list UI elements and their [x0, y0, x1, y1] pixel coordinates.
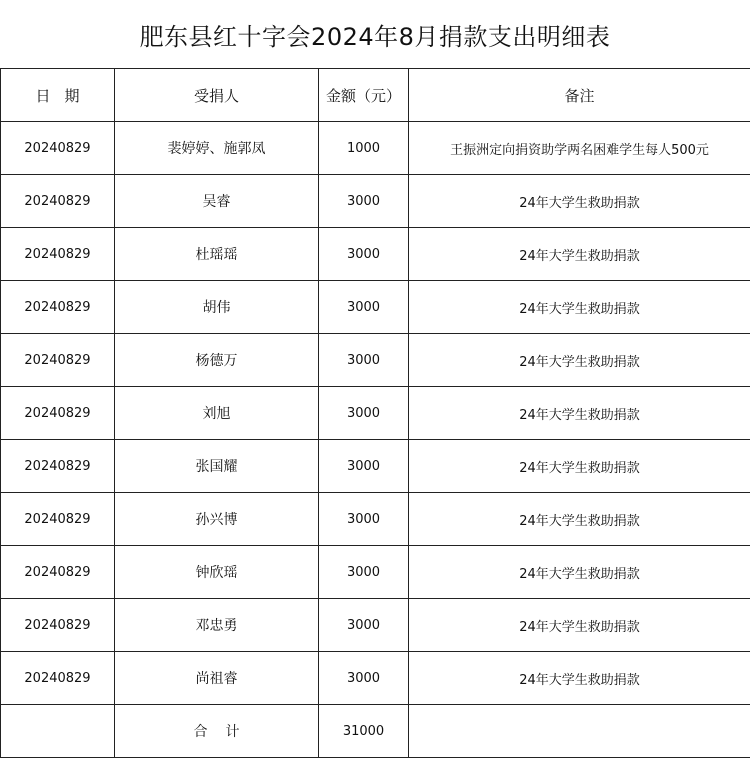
page-title: 肥东县红十字会2024年8月捐款支出明细表	[139, 22, 611, 51]
table-row	[1, 281, 750, 334]
table-row	[1, 334, 750, 387]
column-header-note: 备注	[409, 69, 750, 122]
note-cell: 24年大学生救助捐款	[409, 334, 750, 387]
date-cell: 20240829	[1, 599, 115, 652]
date-cell: 20240829	[1, 228, 115, 281]
note-cell: 24年大学生救助捐款	[409, 228, 750, 281]
date-cell: 20240829	[1, 546, 115, 599]
column-header-amount: 金额（元）	[319, 69, 409, 122]
amount-cell: 3000	[319, 175, 409, 228]
amount-cell: 3000	[319, 652, 409, 705]
table-header-row	[1, 69, 750, 122]
note-cell: 24年大学生救助捐款	[409, 546, 750, 599]
total-date-cell	[1, 705, 115, 758]
total-label: 合计	[193, 724, 258, 740]
amount-cell: 3000	[319, 281, 409, 334]
table-row	[1, 546, 750, 599]
donation-expense-table	[0, 68, 750, 758]
recipient-cell: 胡伟	[115, 281, 319, 334]
date-cell: 20240829	[1, 440, 115, 493]
total-note-cell	[409, 705, 750, 758]
amount-cell: 3000	[319, 387, 409, 440]
date-cell: 20240829	[1, 652, 115, 705]
table-row	[1, 599, 750, 652]
note-cell: 24年大学生救助捐款	[409, 599, 750, 652]
amount-cell: 1000	[319, 122, 409, 175]
note-cell: 24年大学生救助捐款	[409, 281, 750, 334]
note-cell: 王振洲定向捐资助学两名困难学生每人500元	[409, 122, 750, 175]
amount-cell: 3000	[319, 228, 409, 281]
note-cell: 24年大学生救助捐款	[409, 440, 750, 493]
column-header-date: 日期	[1, 69, 115, 122]
total-amount-cell: 31000	[319, 705, 409, 758]
table-row	[1, 493, 750, 546]
recipient-cell: 裴婷婷、施郭凤	[115, 122, 319, 175]
recipient-cell: 钟欣瑶	[115, 546, 319, 599]
amount-cell: 3000	[319, 546, 409, 599]
recipient-cell: 尚祖睿	[115, 652, 319, 705]
amount-cell: 3000	[319, 493, 409, 546]
table-row	[1, 652, 750, 705]
column-header-recipient: 受捐人	[115, 69, 319, 122]
recipient-cell: 邓忠勇	[115, 599, 319, 652]
note-cell: 24年大学生救助捐款	[409, 493, 750, 546]
note-cell: 24年大学生救助捐款	[409, 652, 750, 705]
table-row	[1, 122, 750, 175]
date-cell: 20240829	[1, 387, 115, 440]
recipient-cell: 杜瑶瑶	[115, 228, 319, 281]
date-cell: 20240829	[1, 281, 115, 334]
total-label-cell	[115, 705, 319, 758]
amount-cell: 3000	[319, 334, 409, 387]
total-row	[1, 705, 750, 758]
table-row	[1, 387, 750, 440]
date-cell: 20240829	[1, 175, 115, 228]
note-cell: 24年大学生救助捐款	[409, 175, 750, 228]
recipient-cell: 张国耀	[115, 440, 319, 493]
note-cell: 24年大学生救助捐款	[409, 387, 750, 440]
table-row	[1, 440, 750, 493]
recipient-cell: 刘旭	[115, 387, 319, 440]
recipient-cell: 吴睿	[115, 175, 319, 228]
date-cell: 20240829	[1, 122, 115, 175]
table-row	[1, 175, 750, 228]
table-row	[1, 228, 750, 281]
amount-cell: 3000	[319, 440, 409, 493]
date-cell: 20240829	[1, 493, 115, 546]
amount-cell: 3000	[319, 599, 409, 652]
recipient-cell: 孙兴博	[115, 493, 319, 546]
recipient-cell: 杨德万	[115, 334, 319, 387]
date-cell: 20240829	[1, 334, 115, 387]
